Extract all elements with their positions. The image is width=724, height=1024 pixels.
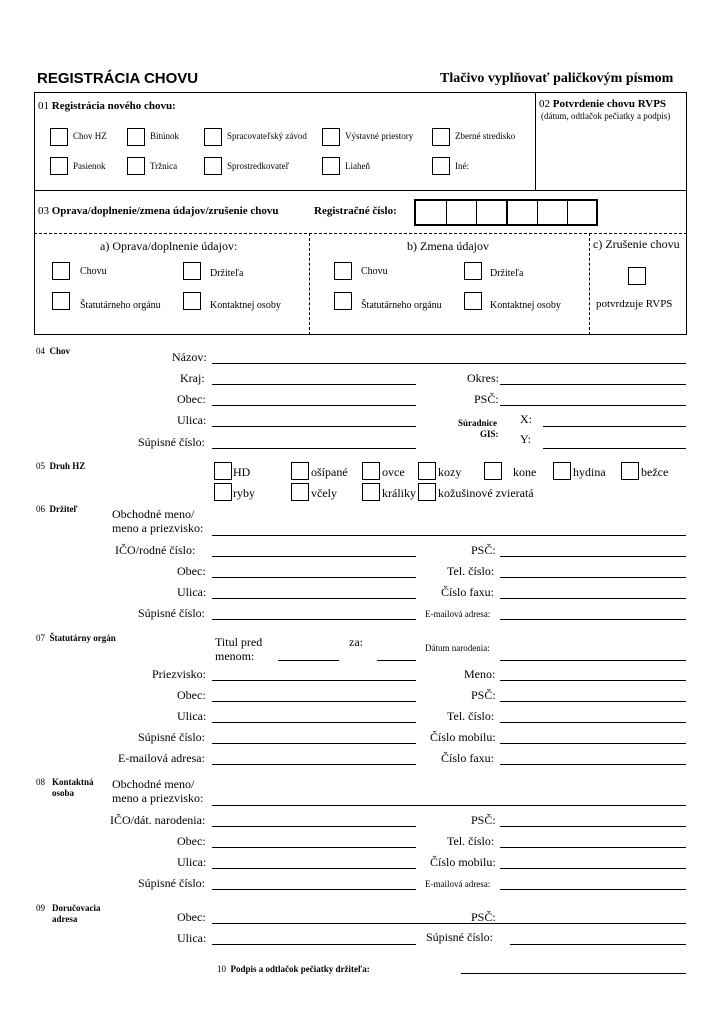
- label-drzitel-ulica: Ulica:: [177, 585, 207, 599]
- label-hd: HD: [233, 465, 251, 479]
- checkbox-a-chovu[interactable]: [52, 262, 70, 280]
- label-okres: Okres:: [467, 371, 499, 385]
- checkbox-kone[interactable]: [484, 462, 502, 480]
- label-vcely: včely: [311, 486, 337, 500]
- label-pasienok: Pasienok: [73, 161, 106, 171]
- input-stat-email[interactable]: [212, 764, 416, 765]
- input-kontakt-ulica[interactable]: [212, 868, 416, 869]
- input-dor-ulica[interactable]: [212, 944, 416, 945]
- input-datum-narodenia[interactable]: [500, 660, 686, 661]
- reg-cell-divider: [567, 201, 568, 224]
- form-title: REGISTRÁCIA CHOVU: [37, 70, 199, 87]
- reg-cell-divider: [506, 199, 508, 226]
- input-dor-obec[interactable]: [212, 923, 686, 924]
- label-ulica: Ulica:: [177, 413, 207, 427]
- input-stat-obec[interactable]: [212, 701, 416, 702]
- section-03-title: 03 Oprava/doplnenie/zmena údajov/zrušenie chovu: [38, 205, 279, 217]
- label-kontakt-psc: PSČ:: [471, 813, 496, 827]
- input-kontakt-email[interactable]: [500, 889, 686, 890]
- label-dor-ulica: Ulica:: [177, 931, 207, 945]
- label-drzitel-supisne: Súpisné číslo:: [138, 606, 206, 620]
- label-ico-rodne-cislo: IČO/rodné číslo:: [115, 543, 196, 557]
- label-kone: kone: [513, 465, 537, 479]
- label-liahen: Liaheň: [345, 161, 370, 171]
- checkbox-spracovatelsky-zavod[interactable]: [204, 128, 222, 146]
- label-b-statutarneho-organu: Štatutárneho orgánu: [361, 300, 442, 311]
- label-dor-supisne: Súpisné číslo:: [426, 930, 494, 944]
- label-kontakt-ico: IČO/dát. narodenia:: [110, 813, 206, 827]
- input-drzitel-ico[interactable]: [212, 556, 416, 557]
- section-10-title: 10 Podpis a odtlačok pečiatky držiteľa:: [217, 964, 370, 974]
- input-drzitel-psc[interactable]: [500, 556, 686, 557]
- label-vystavne-priestory: Výstavné priestory: [345, 131, 414, 141]
- checkbox-kozy[interactable]: [418, 462, 436, 480]
- label-drzitel-tel: Tel. číslo:: [447, 564, 495, 578]
- label-titul-pred-2: menom:: [215, 649, 255, 663]
- section-08-num: 08: [36, 777, 45, 787]
- label-ovce: ovce: [382, 465, 405, 479]
- section-03-dashed-divider: [589, 233, 590, 335]
- checkbox-bitunok[interactable]: [127, 128, 145, 146]
- label-x: X:: [520, 412, 532, 426]
- checkbox-a-drzitela[interactable]: [183, 262, 201, 280]
- checkbox-bezce[interactable]: [621, 462, 639, 480]
- checkbox-c-zrusenie[interactable]: [628, 267, 646, 285]
- label-gis: GIS:: [480, 429, 499, 439]
- input-chov-okres[interactable]: [500, 384, 686, 385]
- label-dor-obec: Obec:: [177, 910, 206, 924]
- label-priezvisko: Priezvisko:: [152, 667, 206, 681]
- label-kozusinove-zvierata: kožušinové zvieratá: [438, 486, 534, 500]
- input-stat-priezvisko[interactable]: [212, 680, 416, 681]
- label-bitunok: Bitúnok: [150, 131, 180, 141]
- label-supisne-cislo: Súpisné číslo:: [138, 435, 206, 449]
- label-kraj: Kraj:: [180, 371, 205, 385]
- label-stat-fax: Číslo faxu:: [441, 751, 494, 765]
- label-kontakt-tel: Tel. číslo:: [447, 834, 495, 848]
- label-dor-psc: PSČ:: [471, 910, 496, 924]
- input-drzitel-supisne[interactable]: [212, 619, 416, 620]
- label-osipane: ošípané: [311, 465, 348, 479]
- label-b-chovu: Chovu: [361, 266, 388, 277]
- checkbox-chov-hz[interactable]: [50, 128, 68, 146]
- checkbox-liahen[interactable]: [322, 157, 340, 175]
- input-stat-psc[interactable]: [500, 701, 686, 702]
- label-y: Y:: [520, 432, 531, 446]
- label-a-chovu: Chovu: [80, 266, 107, 277]
- label-stat-supisne: Súpisné číslo:: [138, 730, 206, 744]
- label-nazov: Názov:: [172, 350, 207, 364]
- label-b-drzitela: Držiteľa: [490, 268, 524, 279]
- label-ryby: ryby: [233, 486, 255, 500]
- label-meno: Meno:: [464, 667, 496, 681]
- reg-cell-divider: [446, 201, 447, 224]
- section-03c-title: c) Zrušenie chovu: [593, 237, 680, 251]
- checkbox-b-statutarneho-organu[interactable]: [334, 292, 352, 310]
- input-stat-ulica[interactable]: [212, 722, 416, 723]
- input-gis-y[interactable]: [543, 448, 686, 449]
- label-suradnice: Súradnice: [458, 418, 498, 428]
- section-05-title: 05 Druh HZ: [36, 461, 86, 471]
- label-za: za:: [349, 635, 363, 649]
- checkbox-a-statutarneho-organu[interactable]: [52, 292, 70, 310]
- section-04-title: 04 Chov: [36, 346, 71, 356]
- checkbox-hydina[interactable]: [553, 462, 571, 480]
- label-sprostredkovatel: Sprostredkovateľ: [227, 161, 290, 171]
- checkbox-hd[interactable]: [214, 462, 232, 480]
- label-psc: PSČ:: [474, 392, 499, 406]
- input-chov-psc[interactable]: [500, 405, 686, 406]
- input-kontakt-mobil[interactable]: [500, 868, 686, 869]
- label-obchodne-meno-2: meno a priezvisko:: [112, 521, 204, 535]
- checkbox-vcely[interactable]: [291, 483, 309, 501]
- input-chov-nazov[interactable]: [212, 363, 686, 364]
- label-b-kontaktnej-osoby: Kontaktnej osoby: [490, 300, 561, 311]
- input-drzitel-ulica[interactable]: [212, 598, 416, 599]
- label-obec: Obec:: [177, 392, 206, 406]
- section-03b-title: b) Zmena údajov: [407, 239, 489, 253]
- input-chov-kraj[interactable]: [212, 384, 416, 385]
- label-trznica: Tržnica: [150, 161, 178, 171]
- checkbox-pasienok[interactable]: [50, 157, 68, 175]
- label-kraliky: králiky: [382, 486, 416, 500]
- input-kontakt-meno[interactable]: [212, 805, 686, 806]
- label-kontakt-mobil: Číslo mobilu:: [430, 855, 496, 869]
- label-stat-email: E-mailová adresa:: [118, 751, 205, 765]
- label-a-statutarneho-organu: Štatutárneho orgánu: [80, 300, 161, 311]
- label-datum-narodenia: Dátum narodenia:: [425, 643, 490, 653]
- label-stat-tel: Tel. číslo:: [447, 709, 495, 723]
- label-a-kontaktnej-osoby: Kontaktnej osoby: [210, 300, 281, 311]
- input-stat-tel[interactable]: [500, 722, 686, 723]
- input-drzitel-tel[interactable]: [500, 577, 686, 578]
- checkbox-b-kontaktnej-osoby[interactable]: [464, 292, 482, 310]
- input-stat-meno[interactable]: [500, 680, 686, 681]
- input-titul-za[interactable]: [377, 660, 416, 661]
- label-c-potvrdzuje: potvrdzuje RVPS: [596, 298, 673, 310]
- label-a-drzitela: Držiteľa: [210, 268, 244, 279]
- checkbox-kozusinove-zvierata[interactable]: [418, 483, 436, 501]
- label-ine: Iné:: [455, 161, 469, 171]
- input-drzitel-fax[interactable]: [500, 598, 686, 599]
- label-drzitel-email: E-mailová adresa:: [425, 609, 491, 619]
- label-kontakt-email: E-mailová adresa:: [425, 879, 491, 889]
- label-stat-psc: PSČ:: [471, 688, 496, 702]
- input-chov-obec[interactable]: [212, 405, 416, 406]
- section-09-title-1: Doručovacia: [52, 903, 101, 913]
- label-hydina: hydina: [573, 465, 606, 479]
- form-instruction: Tlačivo vyplňovať paličkovým písmom: [440, 71, 674, 86]
- section-02-subtitle: (dátum, odtlačok pečiatky a podpis): [541, 111, 671, 121]
- reg-cell-divider: [476, 201, 477, 224]
- label-titul-pred-1: Titul pred: [215, 635, 263, 649]
- section-03-dashed-divider: [309, 233, 310, 335]
- label-kontakt-meno-2: meno a priezvisko:: [112, 791, 204, 805]
- checkbox-ryby[interactable]: [214, 483, 232, 501]
- checkbox-ine[interactable]: [432, 157, 450, 175]
- divider: [535, 92, 536, 191]
- label-drzitel-obec: Obec:: [177, 564, 206, 578]
- section-09-num: 09: [36, 903, 45, 913]
- reg-cell-divider: [537, 201, 538, 224]
- checkbox-vystavne-priestory[interactable]: [322, 128, 340, 146]
- label-bezce: bežce: [641, 465, 669, 479]
- checkbox-sprostredkovatel[interactable]: [204, 157, 222, 175]
- input-stat-fax[interactable]: [500, 764, 686, 765]
- label-kozy: kozy: [438, 465, 462, 479]
- label-spracovatelsky-zavod: Spracovateľský závod: [227, 131, 307, 141]
- label-zberne-stredisko: Zberné stredisko: [455, 131, 516, 141]
- label-kontakt-obec: Obec:: [177, 834, 206, 848]
- section-08-title-2: osoba: [52, 788, 75, 798]
- label-drzitel-psc: PSČ:: [471, 543, 496, 557]
- checkbox-ovce[interactable]: [362, 462, 380, 480]
- input-drzitel-obec[interactable]: [212, 577, 416, 578]
- input-drzitel-email[interactable]: [500, 619, 686, 620]
- checkbox-trznica[interactable]: [127, 157, 145, 175]
- section-09-title-2: adresa: [52, 914, 78, 924]
- input-chov-ulica[interactable]: [212, 426, 416, 427]
- input-kontakt-obec[interactable]: [212, 847, 416, 848]
- checkbox-b-drzitela[interactable]: [464, 262, 482, 280]
- input-kontakt-tel[interactable]: [500, 847, 686, 848]
- input-gis-x[interactable]: [543, 426, 686, 427]
- input-kontakt-supisne[interactable]: [212, 889, 416, 890]
- input-stat-mobil[interactable]: [500, 743, 686, 744]
- label-kontakt-meno-1: Obchodné meno/: [112, 777, 195, 791]
- label-stat-mobil: Číslo mobilu:: [430, 730, 496, 744]
- label-drzitel-fax: Číslo faxu:: [441, 585, 494, 599]
- checkbox-osipane[interactable]: [291, 462, 309, 480]
- label-stat-obec: Obec:: [177, 688, 206, 702]
- input-drzitel-meno[interactable]: [212, 535, 686, 536]
- input-dor-supisne[interactable]: [510, 944, 686, 945]
- label-obchodne-meno-1: Obchodné meno/: [112, 507, 195, 521]
- section-06-title: 06 Držiteľ: [36, 504, 78, 514]
- label-chov-hz: Chov HZ: [73, 131, 107, 141]
- checkbox-kraliky[interactable]: [362, 483, 380, 501]
- section-01-title: 01 Registrácia nového chovu:: [38, 100, 176, 112]
- label-stat-ulica: Ulica:: [177, 709, 207, 723]
- input-podpis[interactable]: [461, 973, 686, 974]
- input-stat-supisne[interactable]: [212, 743, 416, 744]
- label-kontakt-ulica: Ulica:: [177, 855, 207, 869]
- section-02-title: 02 Potvrdenie chovu RVPS: [539, 98, 667, 110]
- input-kontakt-psc[interactable]: [500, 826, 686, 827]
- registration-number-label: Registračné číslo:: [314, 205, 397, 217]
- input-kontakt-ico[interactable]: [212, 826, 416, 827]
- checkbox-b-chovu[interactable]: [334, 262, 352, 280]
- input-titul-pred[interactable]: [278, 660, 339, 661]
- label-kontakt-supisne: Súpisné číslo:: [138, 876, 206, 890]
- checkbox-a-kontaktnej-osoby[interactable]: [183, 292, 201, 310]
- section-08-title-1: Kontaktná: [52, 777, 94, 787]
- section-03a-title: a) Oprava/doplnenie údajov:: [100, 239, 238, 253]
- input-chov-supisne-cislo[interactable]: [212, 448, 416, 449]
- checkbox-zberne-stredisko[interactable]: [432, 128, 450, 146]
- section-07-title: 07 Štatutárny orgán: [36, 633, 116, 643]
